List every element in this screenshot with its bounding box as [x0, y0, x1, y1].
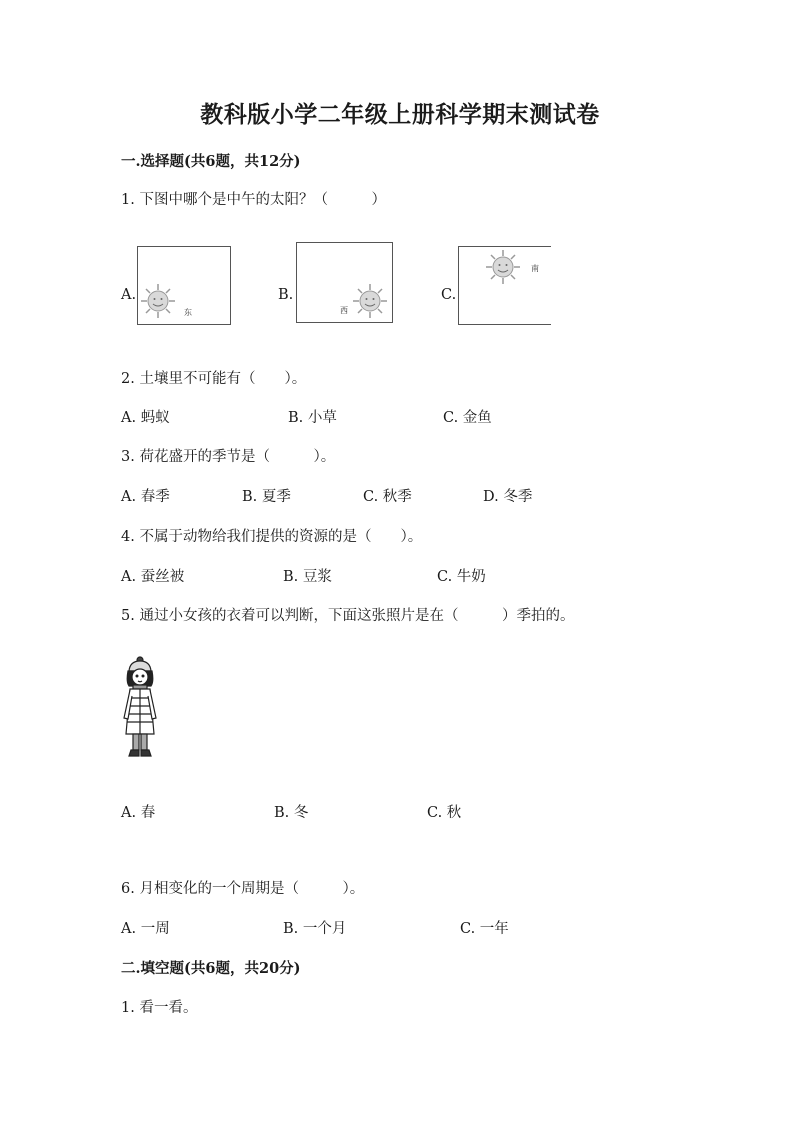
question-2-text: 2. 土壤里不可能有（ ）。: [121, 371, 307, 387]
q5-option-a: A. 春: [121, 805, 156, 821]
q6-option-a: A. 一周: [121, 921, 170, 937]
sun-icon: [352, 283, 388, 319]
q2-option-a: A. 蚂蚁: [121, 410, 170, 426]
question-1-text: 1. 下图中哪个是中午的太阳？（ ）: [121, 192, 386, 208]
q4-option-c: C. 牛奶: [437, 569, 486, 585]
q1-option-a-image: [137, 246, 231, 325]
q5-option-c: C. 秋: [427, 805, 462, 821]
sun-icon: [140, 283, 176, 319]
q3-option-a: A. 春季: [121, 489, 170, 505]
q1-option-b-image: [296, 242, 393, 323]
q2-option-c: C. 金鱼: [443, 410, 492, 426]
q6-option-c: C. 一年: [460, 921, 509, 937]
section-heading-choice: 一.选择题(共6题，共12分): [121, 153, 301, 170]
q4-option-b: B. 豆浆: [283, 569, 332, 585]
q2-option-b: B. 小草: [288, 410, 337, 426]
q5-option-b: B. 冬: [274, 805, 309, 821]
q1-a-direction: 东: [184, 308, 192, 317]
q1-option-c-image: [458, 246, 551, 325]
q1-option-b-label: B.: [278, 287, 294, 303]
section-heading-fill-blank: 二.填空题(共6题，共20分): [121, 960, 301, 977]
q3-option-b: B. 夏季: [242, 489, 291, 505]
q1-option-a-label: A.: [121, 287, 137, 303]
q3-option-c: C. 秋季: [363, 489, 412, 505]
q3-option-d: D. 冬季: [483, 489, 533, 505]
page-title: 教科版小学二年级上册科学期末测试卷: [200, 101, 600, 128]
question-3-text: 3. 荷花盛开的季节是（ ）。: [121, 449, 336, 465]
q4-option-a: A. 蚕丝被: [121, 569, 185, 585]
question-fill-1-text: 1. 看一看。: [121, 1000, 198, 1016]
question-4-text: 4. 不属于动物给我们提供的资源的是（ ）。: [121, 529, 423, 545]
sun-icon: [485, 249, 521, 285]
q1-b-direction: 西: [340, 306, 348, 315]
girl-winter-coat-image: [120, 656, 160, 760]
q1-option-c-label: C.: [441, 287, 457, 303]
q6-option-b: B. 一个月: [283, 921, 347, 937]
question-6-text: 6. 月相变化的一个周期是（ ）。: [121, 881, 365, 897]
q1-c-direction: 南: [531, 264, 539, 273]
question-5-text: 5. 通过小女孩的衣着可以判断，下面这张照片是在（ ）季拍的。: [121, 608, 575, 624]
